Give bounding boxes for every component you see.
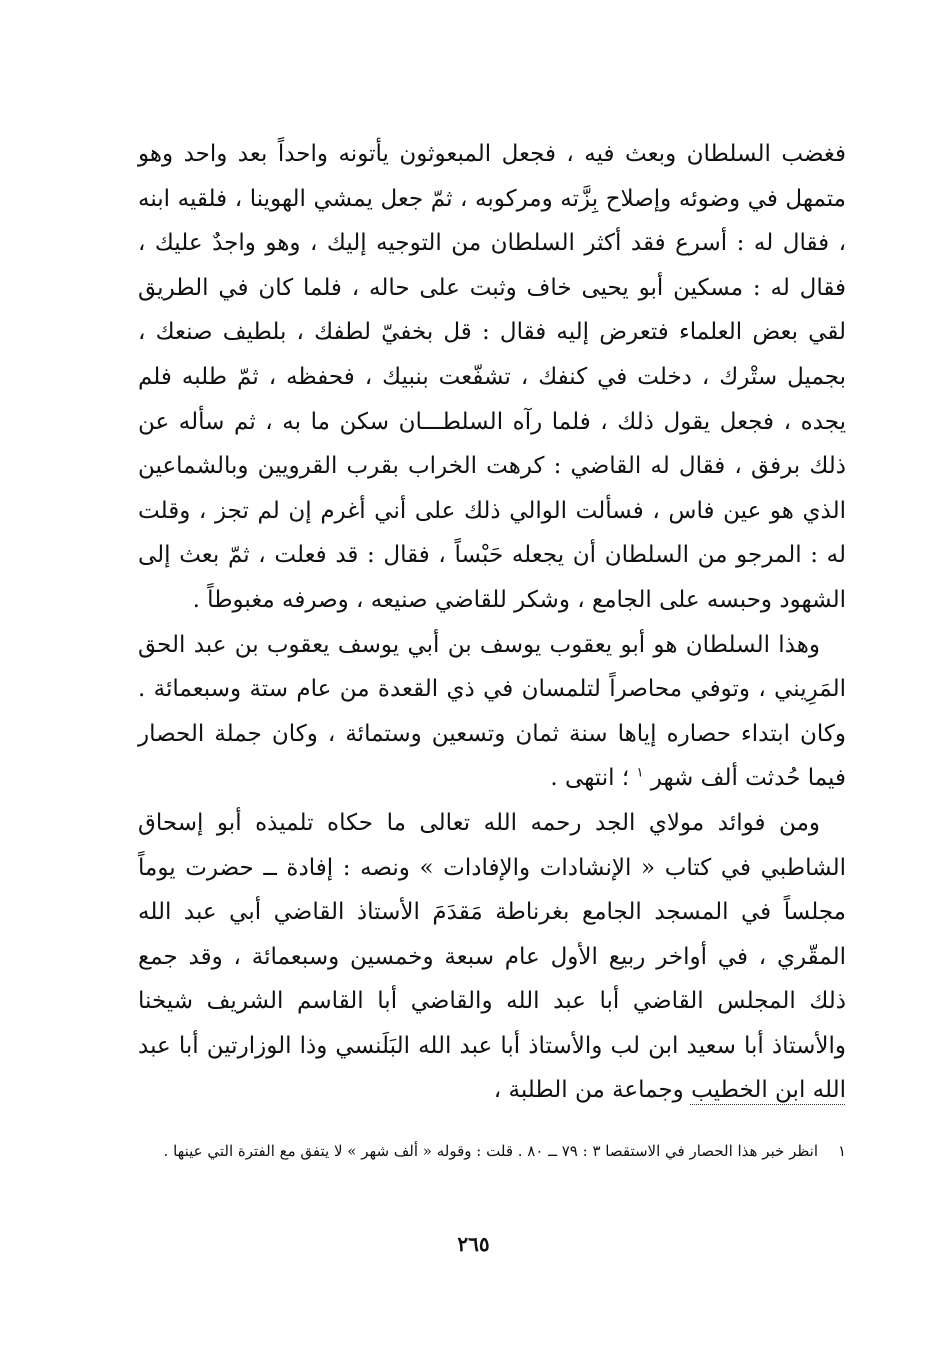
footnotes bbox=[150, 1135, 846, 1167]
page-number: ٢٦٥ bbox=[457, 1232, 490, 1256]
footnote-number: ١ bbox=[837, 1142, 846, 1160]
footnote-text: انظر خبر هذا الحصار في الاستقصا ٣ : ٧٩ ــ ٨٠ . قلت : وقوله « ألف شهر » لا يتفق مع الفترة التي عينها . bbox=[163, 1142, 818, 1160]
footnote-divider bbox=[690, 1104, 845, 1105]
paragraph-2-text: وهذا السلطان هو أبو يعقوب يوسف بن أبي يوسف يعقوب بن عبد الحق المَرِيني ، وتوفي محاصراً لتلمسان في ذي القعدة من عام ستة وسبعمائة . وكان ابتداء حصاره إياها سنة ثمان وتسعين وستمائة ، وكان جملة الحصار فيما حُدثت ألف شهر bbox=[138, 631, 846, 792]
paragraph-2 bbox=[138, 623, 846, 801]
footnote-reference[interactable]: ١ bbox=[636, 765, 644, 781]
paragraph-1: فغضب السلطان وبعث فيه ، فجعل المبعوثون يأتونه واحداً بعد واحد وهو متمهل في وضوئه وإصلاح بِزَّته ومركوبه ، ثمّ جعل يمشي الهوينا ، فلقيه ابنه ، فقال له : أسرع فقد أكثر السلطان من التوجيه إليك ، وهو واجدٌ عليك ، فقال له : مسكين أبو يحيى خاف وثبت على حاله ، فلما كان في الطريق لقي بعض العلماء فتعرض إليه فقال : قل بخفيّ لطفك ، بلطيف صنعك ، بجميل ستْرك ، دخلت في كنفك ، تشفّعت بنبيك ، فحفظه ، ثمّ طلبه فلم يجده ، فجعل يقول ذلك ، فلما رآه السلطـــان سكن ما به ، ثم سأله عن ذلك برفق ، فقال له القاضي : كرهت الخراب بقرب القرويين وبالشماعين الذي هو عين فاس ، فسألت الوالي ذلك على أني أغرم إن لم تجز ، وقلت له : المرجو من السلطان أن يجعله حَبْساً ، فقال : قد فعلت ، ثمّ بعث إلى الشهود وحبسه على الجامع ، وشكر للقاضي صنيعه ، وصرفه مغبوطاً . bbox=[138, 141, 846, 613]
paragraph-2-tail: ؛ انتهى . bbox=[550, 765, 630, 792]
main-text bbox=[138, 132, 846, 1113]
paragraph-3: ومن فوائد مولاي الجد رحمه الله تعالى ما حكاه تلميذه أبو إسحاق الشاطبي في كتاب « الإنشادات والإفادات » ونصه : إفادة ــ حضرت يوماً مجلساً في المسجد الجامع بغرناطة مَقدَمَ الأستاذ القاضي أبي عبد الله المقّري ، في أواخر ربيع الأول عام سبعة وخمسين وسبعمائة ، وقد جمع ذلك المجلس القاضي أبا عبد الله والقاضي أبا القاسم الشريف شيخنا والأستاذ أبا سعيد ابن لب والأستاذ أبا عبد الله البَلَنسي وذا الوزارتين أبا عبد الله ابن الخطيب وجماعة من الطلبة ، bbox=[138, 809, 846, 1104]
footnote bbox=[150, 1135, 846, 1167]
